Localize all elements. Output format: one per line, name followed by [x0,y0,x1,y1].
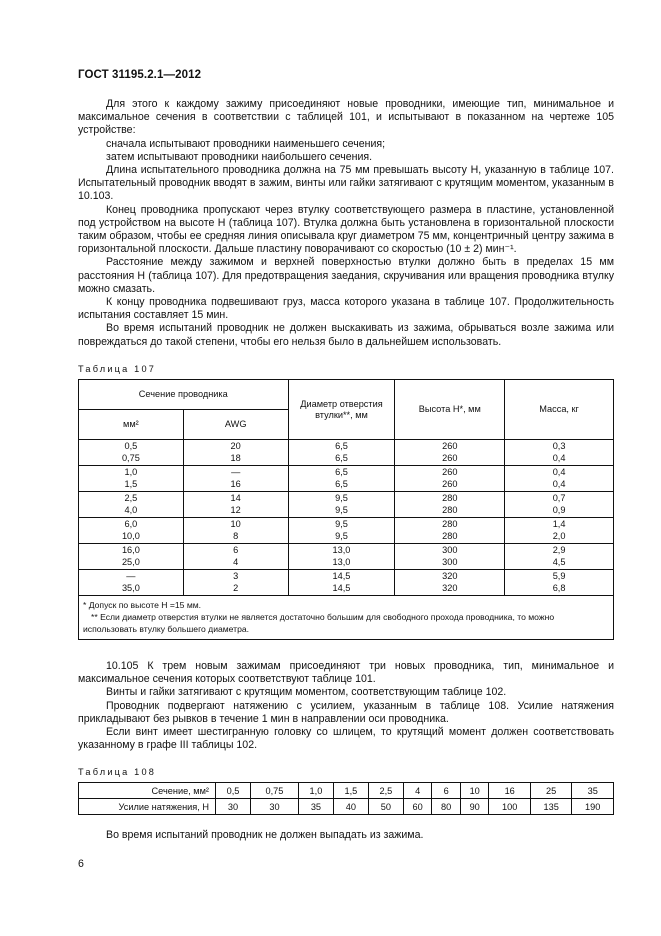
cell-value: 320 [442,582,458,593]
cell-value: 0,5 [124,441,138,451]
table-cell-diameter [288,466,395,492]
force-value: 60 [403,799,432,815]
table-row [79,492,614,518]
table-cell-mm2 [79,518,184,544]
cell-value: 320 [442,571,458,581]
table-cell-awg [183,492,288,518]
paragraph: К концу проводника подвешивают груз, масса которого указана в таблице 107. Продолжительность испытания составляет 15 мин. [78,296,614,322]
table-cell-mm2 [79,544,184,570]
table-row [79,570,614,596]
paragraph: Конец проводника пропускают через втулку соответствующего размера в пластине, установленной под устройством на высоте H (таблица 107). Втулка должна быть установлена в горизонтальной плоскости таким образом, чтобы ее средняя линия описывала круг диаметром 75 мм, концентричный центру зажима в горизонтальной плоскости. Дальше пластину поворачивают со скоростью (10 ± 2) мин⁻¹. [78,203,614,256]
table-cell-height [395,492,505,518]
table-cell-diameter [288,518,395,544]
cell-value: 4,5 [552,556,566,567]
section-value: 16 [489,783,530,799]
cell-value: 0,9 [552,504,566,515]
force-value: 135 [530,799,571,815]
paragraph: Для этого к каждому зажиму присоединяют новые проводники, имеющие тип, минимальное и максимальное сечения в соответствии с таблицей 101, и испытывают в показанном на чертеже 105 устройстве: [78,98,614,137]
paragraph: сначала испытывают проводники наименьшего сечения; [106,137,386,150]
table-cell-mass [505,570,614,596]
table-cell-diameter [288,544,395,570]
cell-value: 13,0 [332,545,351,555]
paragraph: Расстояние между зажимом и верхней поверхностью втулки должно быть в пределах 15 мм расстояния H (таблица 107). Для предотвращения заедания, скручивания или вращения проводника втулку можно смазать. [78,256,614,295]
cell-value: 1,0 [124,467,138,477]
header-awg: AWG [183,410,288,440]
cell-value: 25,0 [121,556,140,567]
paragraph: Если винт имеет шестигранную головку со шлицем, то крутящий момент должен соответствовать указанному в графе III таблицы 102. [78,726,614,752]
table-cell-height [395,518,505,544]
paragraph: затем испытывают проводники наибольшего сечения. [106,150,373,163]
table-cell-diameter [288,440,395,466]
force-value: 30 [250,799,298,815]
table-107-notes [79,596,614,640]
cell-value: 20 [230,441,241,451]
cell-value: 6,8 [552,582,566,593]
cell-value: 6 [233,545,239,555]
section-value: 4 [403,783,432,799]
cell-value: 6,0 [124,519,138,529]
header-diameter: Диаметр отверстия втулки**, мм [288,380,395,440]
cell-value: 280 [442,504,458,515]
table-cell-awg [183,440,288,466]
cell-value: — [126,571,136,581]
body-top [78,98,614,349]
body-closing [78,829,614,842]
cell-value: 5,9 [552,571,566,581]
cell-value: 18 [230,452,241,463]
cell-value: 2,9 [552,545,566,555]
section-value: 6 [432,783,461,799]
cell-value: 8 [233,530,239,541]
header-mass: Масса, кг [505,380,614,440]
cell-value: 1,5 [124,478,138,489]
cell-value: 260 [442,467,458,477]
note: * Допуск по высоте H =15 мм. [83,600,202,610]
table-cell-height [395,570,505,596]
cell-value: 6,5 [335,467,348,477]
page-number: 6 [78,858,84,870]
cell-value: 0,3 [552,441,566,451]
cell-value: 4 [233,556,239,567]
table-row [79,466,614,492]
force-value: 100 [489,799,530,815]
table-cell-diameter [288,570,395,596]
cell-value: 6,5 [335,441,348,451]
cell-value: 16 [230,478,241,489]
paragraph: Проводник подвергают натяжению с усилием, указанным в таблице 108. Усилие натяжения прикладывают без рывков в течение 1 мин в направлении оси проводника. [78,699,614,725]
table-row [79,440,614,466]
table-cell-height [395,466,505,492]
row-label: Сечение, мм² [79,783,216,799]
cell-value: 280 [442,519,458,529]
cell-value: 9,5 [335,530,348,541]
table-108-caption: Таблица 108 [78,767,157,777]
cell-value: 2,5 [124,493,138,503]
table-107-caption: Таблица 107 [78,364,157,374]
table-cell-mm2 [79,570,184,596]
header-section: Сечение проводника [79,380,289,410]
paragraph: Во время испытаний проводник не должен выскакивать из зажима, обрываться возле зажима или повреждаться до такой степени, чтобы его нельзя было в дальнейшем использовать. [78,322,614,348]
table-107 [78,379,614,640]
section-value: 10 [460,783,489,799]
table-cell-mm2 [79,492,184,518]
cell-value: 13,0 [332,556,351,567]
paragraph: Во время испытаний проводник не должен выпадать из зажима. [106,829,424,841]
table-cell-mm2 [79,466,184,492]
cell-value: 10,0 [121,530,140,541]
cell-value: 9,5 [335,504,348,515]
force-value: 40 [333,799,368,815]
note: ** Если диаметр отверстия втулки не является достаточно большим для свободного прохода проводника, то можно использовать втулку большего диаметра. [83,611,555,634]
cell-value: 280 [442,530,458,541]
cell-value: 4,0 [124,504,138,515]
table-row [79,518,614,544]
force-value: 80 [432,799,461,815]
force-value: 30 [216,799,251,815]
force-value: 35 [298,799,333,815]
cell-value: 10 [230,519,241,529]
cell-value: 0,75 [121,452,140,463]
paragraph: Длина испытательного проводника должна на 75 мм превышать высоту H, указанную в таблице 107. Испытательный проводник вводят в зажим, винты или гайки затягивают с крутящим моментом, указанным в 10.103. [78,164,614,203]
table-cell-height [395,544,505,570]
table-cell-awg [183,518,288,544]
cell-value: 6,5 [335,478,348,489]
section-value: 0,75 [250,783,298,799]
cell-value: 260 [442,441,458,451]
cell-value: 3 [233,571,239,581]
table-cell-awg [183,544,288,570]
cell-value: 0,4 [552,478,566,489]
paragraph: Винты и гайки затягивают с крутящим моментом, соответствующим таблице 102. [106,686,507,699]
cell-value: 2,0 [552,530,566,541]
cell-value: 14 [230,493,241,503]
section-value: 25 [530,783,571,799]
table-cell-awg [183,570,288,596]
section-value: 2,5 [368,783,403,799]
cell-value: 9,5 [335,519,348,529]
force-value: 50 [368,799,403,815]
paragraph: 10.105 К трем новым зажимам присоединяют три новых проводника, тип, минимальное и максимальное сечения которых соответствуют таблице 101. [78,660,614,686]
header-height: Высота H*, мм [395,380,505,440]
cell-value: 260 [442,452,458,463]
table-row [79,544,614,570]
cell-value: 12 [230,504,241,515]
force-value: 190 [572,799,614,815]
cell-value: 14,5 [332,571,351,581]
document-header: ГОСТ 31195.2.1—2012 [78,69,202,81]
cell-value: 260 [442,478,458,489]
table-cell-diameter [288,492,395,518]
cell-value: 300 [442,556,458,567]
table-cell-mass [505,492,614,518]
table-cell-height [395,440,505,466]
cell-value: — [231,467,241,477]
cell-value: 300 [442,545,458,555]
force-value: 90 [460,799,489,815]
cell-value: 0,4 [552,467,566,477]
table-cell-mass [505,466,614,492]
section-value: 1,0 [298,783,333,799]
cell-value: 1,4 [552,519,566,529]
section-value: 1,5 [333,783,368,799]
cell-value: 2 [233,582,239,593]
cell-value: 9,5 [335,493,348,503]
cell-value: 16,0 [121,545,140,555]
cell-value: 6,5 [335,452,348,463]
cell-value: 35,0 [121,582,140,593]
cell-value: 280 [442,493,458,503]
cell-value: 0,7 [552,493,566,503]
section-value: 0,5 [216,783,251,799]
header-mm2: мм² [79,410,184,440]
row-label: Усилие натяжения, Н [79,799,216,815]
table-cell-awg [183,466,288,492]
table-108 [78,782,614,815]
table-cell-mass [505,440,614,466]
cell-value: 0,4 [552,452,566,463]
cell-value: 14,5 [332,582,351,593]
table-cell-mm2 [79,440,184,466]
section-value: 35 [572,783,614,799]
table-cell-mass [505,518,614,544]
table-cell-mass [505,544,614,570]
body-mid [78,660,614,752]
